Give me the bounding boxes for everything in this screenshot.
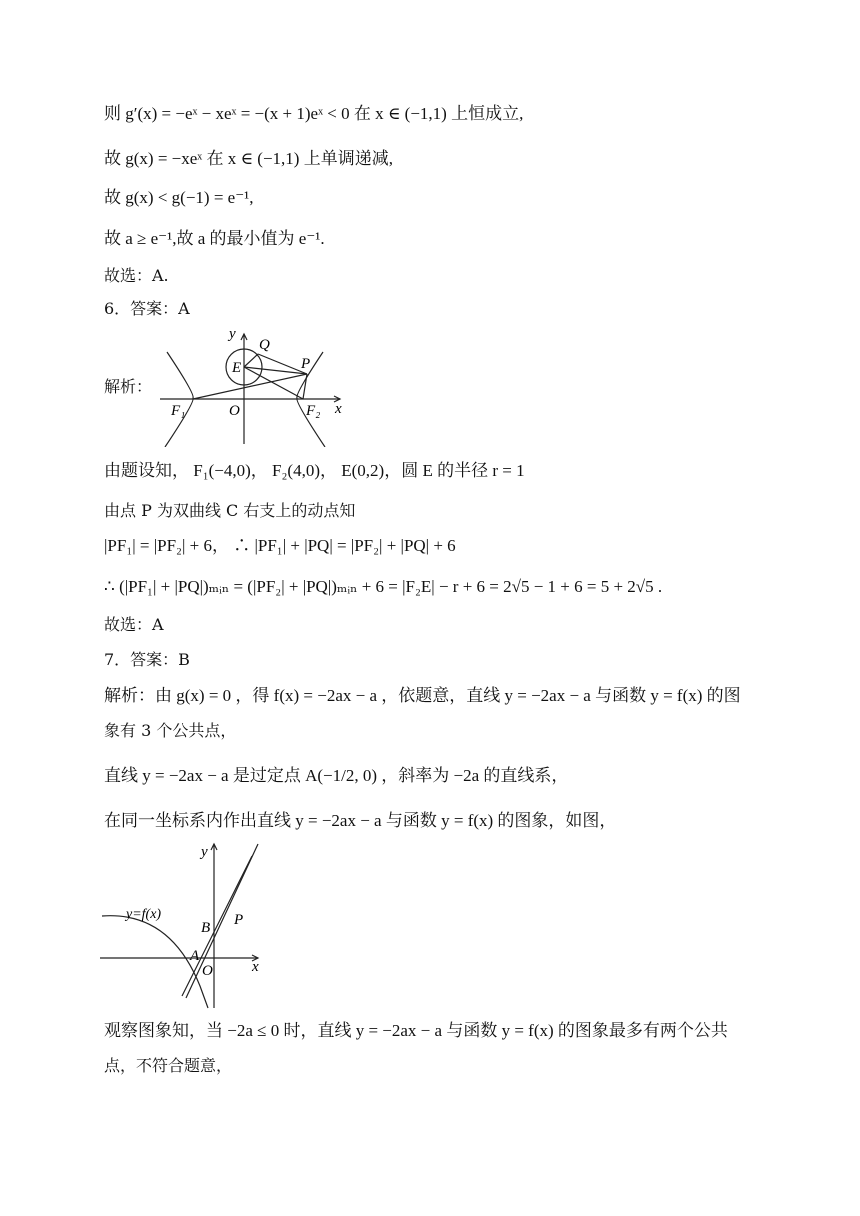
question-7-answer: 7．答案：B: [104, 650, 190, 669]
fig1-f2-label: F₂: [306, 403, 321, 419]
fig2-y-label: y: [201, 844, 208, 860]
fig1-p-label: P: [301, 356, 311, 372]
hyperbola-figure: [155, 322, 355, 447]
q7-analysis-line-6: 点，不符合题意，: [104, 1056, 233, 1075]
fig1-f1-label: F₁: [171, 403, 186, 419]
fig2-p-label: P: [234, 912, 244, 928]
function-line-figure: [100, 836, 275, 1011]
question-6-analysis-label: 解析：: [104, 377, 153, 396]
q7-analysis-line-3: 直线 y = −2ax − a 是过定点 A(−1/2, 0) ，斜率为 −2a 的直线系，: [104, 766, 569, 785]
q7-analysis-line-1: 解析：由 g(x) = 0 ，得 f(x) = −2ax − a ，依题意，直线 y = −2ax − a 与函数 y = f(x) 的图: [104, 686, 741, 705]
analysis-line-4: ∴ (|PF₁| + |PQ|)ₘᵢₙ = (|PF₂| + |PQ|)ₘᵢₙ + 6 = |F₂E| − r + 6 = 2√5 − 1 + 6 = 5 + 2√5 .: [104, 577, 663, 596]
analysis-line-3: |PF₁| = |PF₂| + 6， ∴ |PF₁| + |PQ| = |PF₂| + |PQ| + 6: [104, 536, 456, 555]
fig2-o-label: O: [202, 963, 213, 979]
q7-analysis-line-5: 观察图象知，当 −2a ≤ 0 时，直线 y = −2ax − a 与函数 y = f(x) 的图象最多有两个公共: [104, 1021, 728, 1040]
fig2-x-label: x: [252, 959, 259, 975]
analysis-line-1: 由题设知， F₁(−4,0)， F₂(4,0)， E(0,2)，圆 E 的半径 r = 1: [104, 461, 525, 480]
solution-line-4: 故 a ≥ e⁻¹,故 a 的最小值为 e⁻¹.: [104, 229, 325, 248]
fig2-a-label: A: [190, 948, 200, 964]
solution-line-3: 故 g(x) < g(−1) = e⁻¹,: [104, 188, 254, 207]
fig1-q-label: Q: [259, 337, 270, 353]
answer-choice-6: 故选：A: [104, 615, 164, 634]
fig1-e-label: E: [232, 360, 242, 376]
fig1-y-label: y: [229, 326, 236, 342]
fig1-o-label: O: [229, 403, 240, 419]
fig1-x-label: x: [335, 401, 342, 417]
question-6-answer: 6．答案：A: [104, 299, 190, 318]
fig2-b-label: B: [201, 920, 211, 936]
solution-line-2: 故 g(x) = −xeˣ 在 x ∈ (−1,1) 上单调递减,: [104, 149, 393, 168]
q7-analysis-line-4: 在同一坐标系内作出直线 y = −2ax − a 与函数 y = f(x) 的图象，如图，: [104, 811, 617, 830]
answer-choice-5: 故选：A.: [104, 266, 169, 285]
analysis-line-2: 由点 P 为双曲线 C 右支上的动点知: [104, 501, 356, 520]
q7-analysis-line-2: 象有 3 个公共点，: [104, 721, 237, 740]
fig2-curve-label: y=f(x): [126, 907, 162, 922]
solution-line-1: 则 g′(x) = −eˣ − xeˣ = −(x + 1)eˣ < 0 在 x ∈ (−1,1) 上恒成立,: [104, 104, 524, 123]
